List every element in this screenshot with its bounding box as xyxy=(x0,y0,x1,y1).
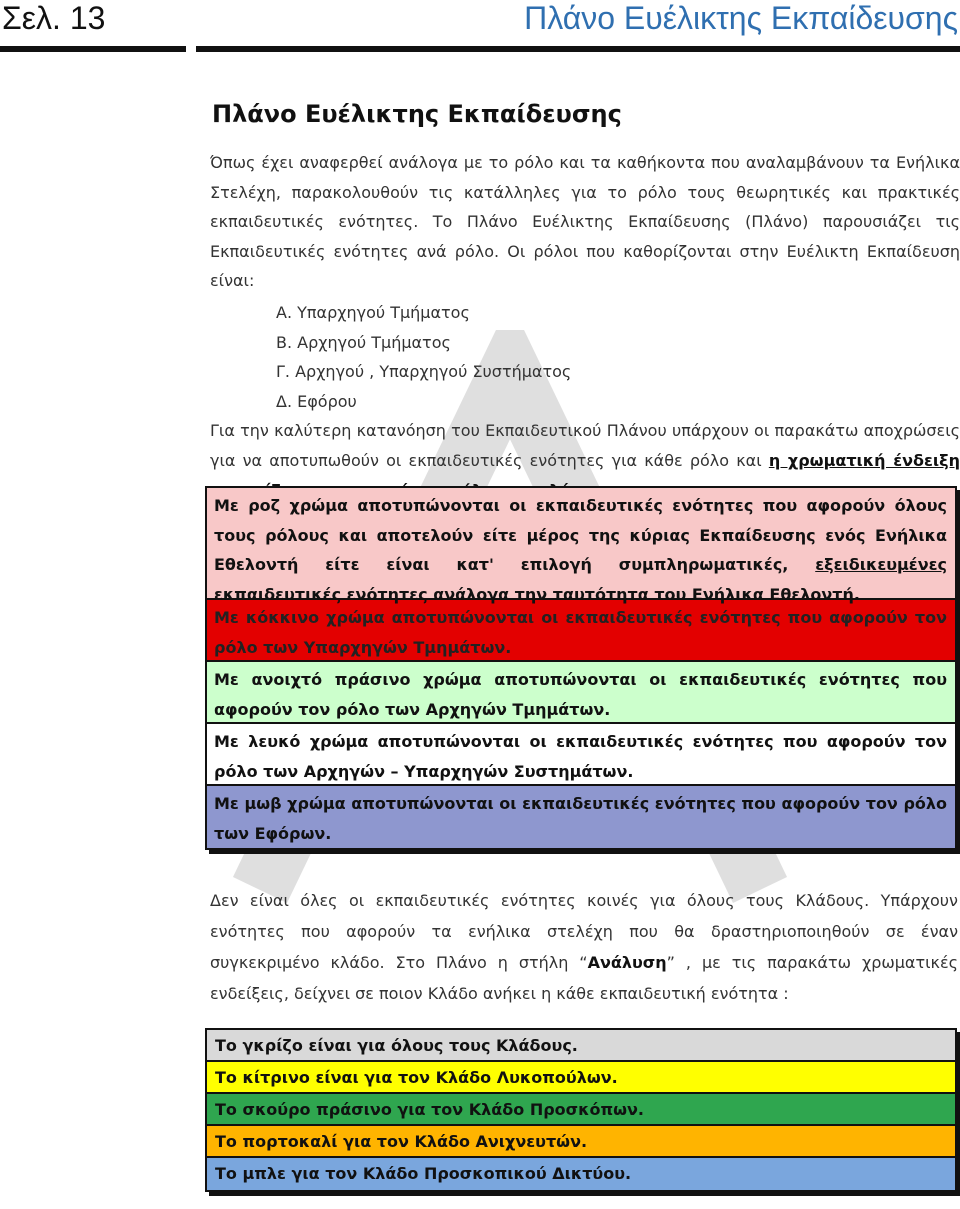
branch-color-legend xyxy=(205,1028,957,1192)
header-rule-right xyxy=(196,46,960,52)
color-intro-paragraph: Για την καλύτερη κατανόηση του Εκπαιδευτικού Πλάνου υπάρχουν οι παρακάτω αποχρώσεις για να αποτυπωθούν οι εκπαιδευτικές ενότητες για κάθε ρόλο και η χρωματική ένδειξη xyxy=(210,416,960,505)
page-number: Σελ. 13 xyxy=(2,0,106,36)
legend-row-red: Με κόκκινο χρώμα αποτυπώνονται οι εκπαιδευτικές ενότητες που αφορούν τον ρόλο των Υπαρχηγών Τμημάτων. xyxy=(207,600,955,662)
branch-row-blue: Το μπλε για τον Κλάδο Προσκοπικού Δικτύου. xyxy=(207,1158,955,1190)
header-rule-left xyxy=(0,46,186,52)
branch-row-darkgreen: Το σκούρο πράσινο για τον Κλάδο Προσκόπων. xyxy=(207,1094,955,1126)
role-item: Α. Υπαρχηγού Τμήματος xyxy=(276,302,470,322)
branch-row-orange: Το πορτοκαλί για τον Κλάδο Ανιχνευτών. xyxy=(207,1126,955,1158)
page-header xyxy=(0,0,960,54)
role-item: Γ. Αρχηγού , Υπαρχηγού Συστήματος xyxy=(276,362,572,382)
legend-row-lightgreen: Με ανοιχτό πράσινο χρώμα αποτυπώνονται οι εκπαιδευτικές ενότητες που αφορούν τον ρόλο των Αρχηγών Τμημάτων. xyxy=(207,662,955,724)
branch-row-yellow: Το κίτρινο είναι για τον Κλάδο Λυκοπούλων. xyxy=(207,1062,955,1094)
header-title: Πλάνο Ευέλικτης Εκπαίδευσης xyxy=(524,0,958,36)
section-title: Πλάνο Ευέλικτης Εκπαίδευσης xyxy=(212,100,622,128)
main-content xyxy=(210,100,960,505)
branch-intro xyxy=(210,885,958,1009)
color-emphasis: η χρωματική ένδειξη xyxy=(768,450,960,470)
legend-row-white: Με λευκό χρώμα αποτυπώνονται οι εκπαιδευτικές ενότητες που αφορούν τον ρόλο των Αρχηγών – Υπαρχηγών Συστημάτων. xyxy=(207,724,955,786)
branch-row-grey: Το γκρίζο είναι για όλους τους Κλάδους. xyxy=(207,1030,955,1062)
role-item: Δ. Εφόρου xyxy=(276,391,357,411)
legend-row-pink: Με ροζ χρώμα αποτυπώνονται οι εκπαιδευτικές ενότητες που αφορούν όλους τους ρόλους και αποτελούν είτε μέρος της κύριας Εκπαίδευσης ενός Ενήλικα Εθελοντή είτε είναι κατ' επιλογή συμπληρωματικές, εξειδικευμένες εκπαιδευτικές ενότητες ανάλογα την ταυτότητα του Ενήλικα Εθελοντή. xyxy=(207,488,955,600)
role-list xyxy=(276,298,960,416)
intro-paragraph: Όπως έχει αναφερθεί ανάλογα με το ρόλο και τα καθήκοντα που αναλαμβάνουν τα Ενήλικα Στελέχη, παρακολουθούν τις κατάλληλες για το ρόλο τους θεωρητικές και πρακτικές εκπαιδευτικές ενότητες. Το Πλάνο Ευέλικτης Εκπαίδευσης (Πλάνο) παρουσιάζει τις Εκπαιδευτικές ενότητες ανά ρόλο. Οι ρόλοι που καθορίζονται στην Ευέλικτη Εκπαίδευση είναι: xyxy=(210,153,960,291)
branch-intro-paragraph: Δεν είναι όλες οι εκπαιδευτικές ενότητες κοινές για όλους τους Κλάδους. Υπάρχουν ενότητες που αφορούν τα ενήλικα στελέχη που θα δραστηριοποιηθούν σε έναν συγκεκριμένο κλάδο. Στο Πλάνο η στήλη “Ανάλυση” , με τις παρακάτω χρωματικές ενδείξεις, δείχνει σε ποιον Κλάδο ανήκει η κάθε εκπαιδευτική ενότητα : xyxy=(210,891,958,1003)
role-item: Β. Αρχηγού Τμήματος xyxy=(276,332,451,352)
role-color-legend xyxy=(205,486,957,850)
legend-row-mauve: Με μωβ χρώμα αποτυπώνονται οι εκπαιδευτικές ενότητες που αφορούν τον ρόλο των Εφόρων. xyxy=(207,786,955,848)
